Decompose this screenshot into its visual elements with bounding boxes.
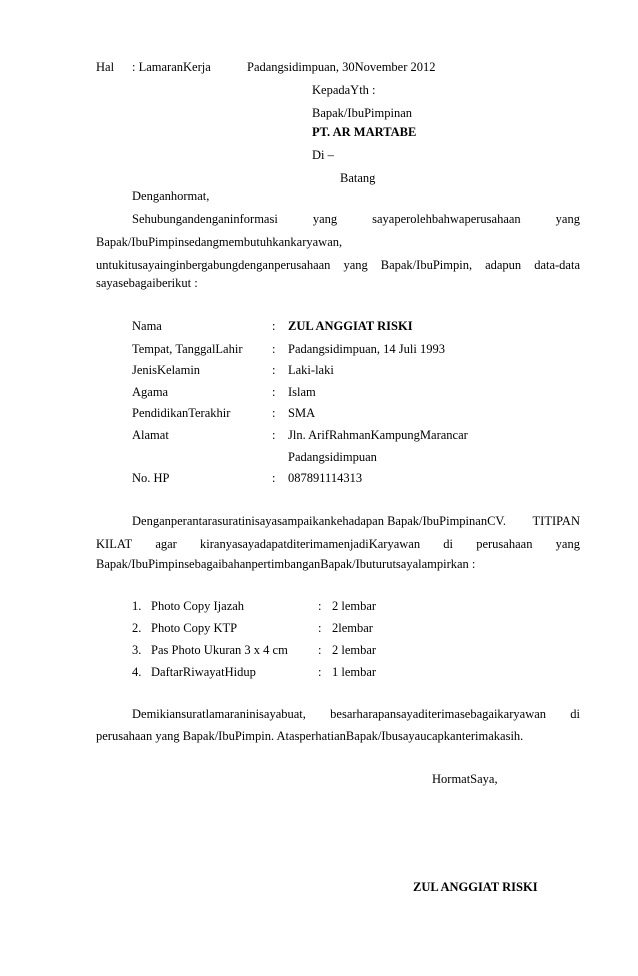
intro-line-1 <box>132 212 580 227</box>
body2-word: perusahaan <box>476 537 533 551</box>
intro-word: Sehubungandenganinformasi <box>132 212 278 226</box>
personal-label: JenisKelamin <box>132 363 201 377</box>
recipient-line-1: KepadaYth : <box>312 83 376 97</box>
personal-value: Padangsidimpuan, 14 Juli 1993 <box>288 342 445 356</box>
body2-word: yang <box>555 537 580 551</box>
salutation: Denganhormat, <box>132 189 210 203</box>
personal-sep: : <box>272 342 276 356</box>
personal-label: Tempat, TanggalLahir <box>132 342 243 356</box>
closing-line-2: perusahaan yang Bapak/IbuPimpin. AtasperhatianBapak/Ibusayaucapkanterimakasih. <box>96 729 524 743</box>
personal-value: SMA <box>288 406 316 420</box>
closing-line-1 <box>132 707 580 722</box>
intro-word: data-data <box>534 258 580 272</box>
body2-word: TITIPAN <box>532 514 580 528</box>
intro-word: yang <box>312 212 338 226</box>
attachment-number: 4. <box>132 665 142 679</box>
personal-label: PendidikanTerakhir <box>132 406 231 420</box>
place-date: Padangsidimpuan, 30November 2012 <box>247 60 436 74</box>
personal-value: 087891114313 <box>288 471 363 485</box>
personal-value: Laki-laki <box>288 363 334 377</box>
closing-word: Demikiansuratlamaraninisayabuat, <box>132 707 306 721</box>
subject-value: : LamaranKerja <box>132 60 211 74</box>
body2-word: KILAT <box>96 537 133 551</box>
signoff: HormatSaya, <box>432 772 498 786</box>
intro-line-4: sayasebagaiberikut : <box>96 276 198 290</box>
intro-word: sayaperolehbahwaperusahaan <box>372 212 521 226</box>
recipient-company: PT. AR MARTABE <box>312 125 417 139</box>
attachment-number: 1. <box>132 599 142 613</box>
attachment-qty: 2lembar <box>332 621 373 635</box>
intro-word: yang <box>555 212 580 226</box>
personal-sep: : <box>272 406 276 420</box>
intro-word: adapun <box>485 258 522 272</box>
personal-sep: : <box>272 319 276 333</box>
body2-line-1 <box>132 514 580 529</box>
personal-sep: : <box>272 471 276 485</box>
attachment-qty: 2 lembar <box>332 599 377 613</box>
attachment-name: DaftarRiwayatHidup <box>151 665 256 679</box>
body2-word: di <box>443 537 454 551</box>
personal-value-cont: Padangsidimpuan <box>288 450 377 464</box>
attachment-sep: : <box>318 643 322 657</box>
closing-word: di <box>570 707 580 721</box>
intro-word: yang <box>343 258 368 272</box>
personal-sep: : <box>272 428 276 442</box>
attachment-number: 3. <box>132 643 142 657</box>
body2-line-2 <box>96 537 580 552</box>
personal-sep: : <box>272 363 276 377</box>
body2-line-3: Bapak/IbuPimpinsebagaibahanpertimbanganBapak/Ibuturutsayalampirkan : <box>96 557 476 571</box>
signature-name: ZUL ANGGIAT RISKI <box>413 880 538 894</box>
attachment-sep: : <box>318 665 322 679</box>
attachment-name: Photo Copy KTP <box>151 621 238 635</box>
personal-label: Agama <box>132 385 169 399</box>
attachment-name: Pas Photo Ukuran 3 x 4 cm <box>151 643 288 657</box>
attachment-qty: 1 lembar <box>332 665 377 679</box>
attachment-qty: 2 lembar <box>332 643 377 657</box>
personal-value: Islam <box>288 385 316 399</box>
recipient-line-4: Di – <box>312 148 334 162</box>
intro-line-2: Bapak/IbuPimpinsedangmembutuhkankaryawan, <box>96 235 343 249</box>
personal-value: Jln. ArifRahmanKampungMarancar <box>288 428 468 442</box>
personal-value-name: ZUL ANGGIAT RISKI <box>288 319 413 333</box>
personal-label: Alamat <box>132 428 169 442</box>
intro-line-3 <box>96 258 580 273</box>
attachment-sep: : <box>318 621 322 635</box>
personal-label: Nama <box>132 319 162 333</box>
intro-word: Bapak/IbuPimpin, <box>380 258 473 272</box>
attachment-sep: : <box>318 599 322 613</box>
body2-word: kiranyasayadapatditerimamenjadiKaryawan <box>200 537 421 551</box>
body2-word: agar <box>155 537 177 551</box>
intro-word: untukitusayainginbergabungdenganperusahaan <box>96 258 331 272</box>
attachment-number: 2. <box>132 621 142 635</box>
attachment-name: Photo Copy Ijazah <box>151 599 245 613</box>
personal-label: No. HP <box>132 471 170 485</box>
recipient-line-2: Bapak/IbuPimpinan <box>312 106 412 120</box>
subject-label: Hal <box>96 60 115 74</box>
recipient-city: Batang <box>340 171 376 185</box>
closing-word: besarharapansayaditerimasebagaikaryawan <box>330 707 547 721</box>
body2-word: Denganperantarasuratinisayasampaikankehadapan Bapak/IbuPimpinanCV. <box>132 514 506 528</box>
personal-sep: : <box>272 385 276 399</box>
